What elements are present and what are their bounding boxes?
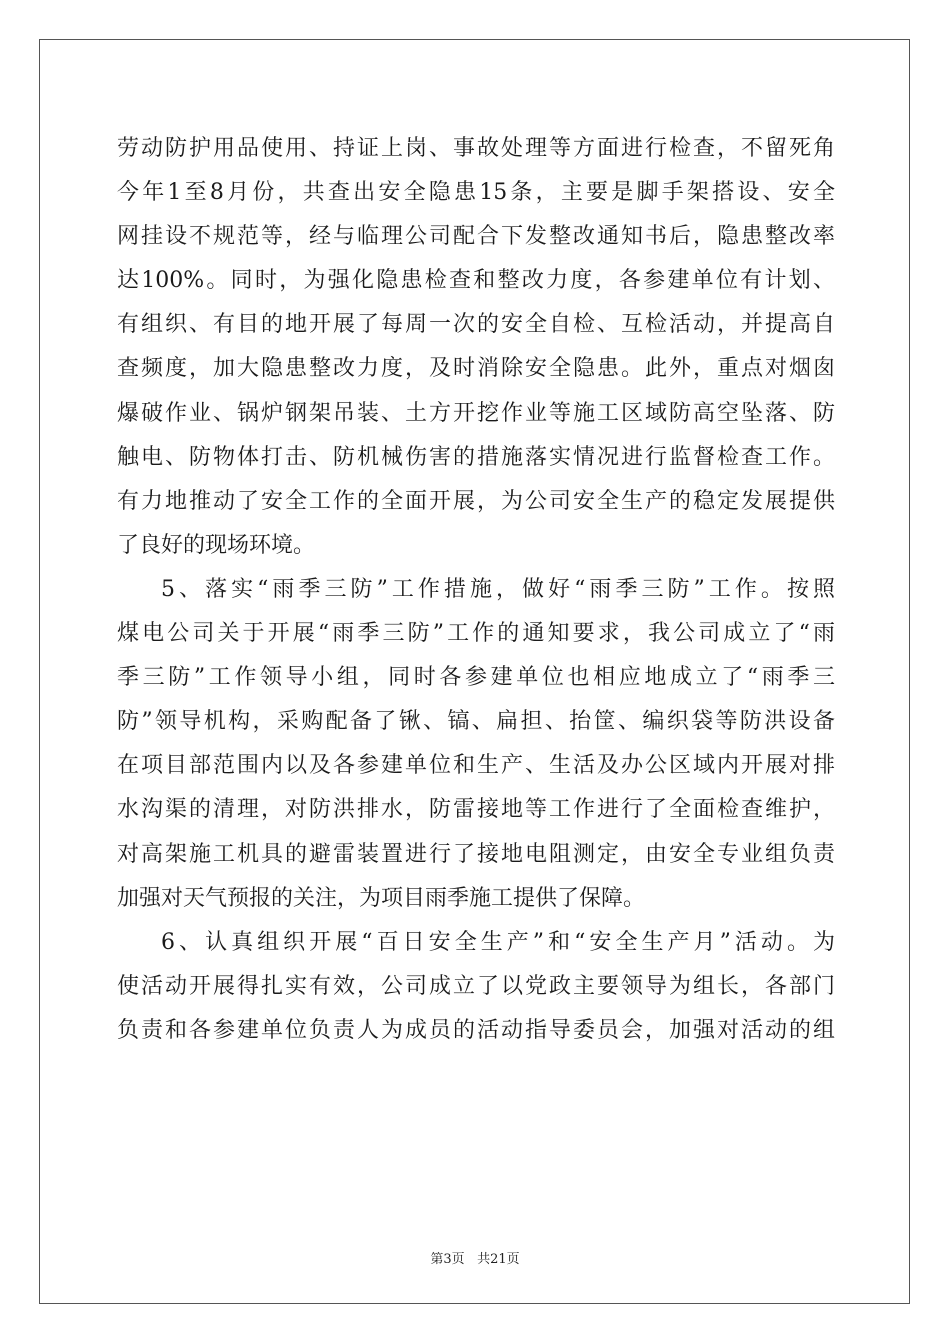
paragraph-5-start: 5、落实“雨季三防”工作措施，做好“雨季三防”工作。按照: [161, 576, 835, 602]
text-line: 季三防”工作领导小组，同时各参建单位也相应地成立了“雨季三: [117, 665, 835, 691]
paragraph-6-start: 6、认真组织开展“百日安全生产”和“安全生产月”活动。为: [161, 929, 835, 955]
text-line: 劳动防护用品使用、持证上岗、事故处理等方面进行检查，不留死角: [117, 136, 835, 161]
text-line: 水沟渠的清理，对防洪排水，防雷接地等工作进行了全面检查维护，: [117, 797, 835, 823]
text-line: 爆破作业、锅炉钢架吊装、土方开挖作业等施工区域防高空坠落、防: [117, 400, 835, 426]
text-line: 触电、防物体打击、防机械伤害的措施落实情况进行监督检查工作。: [117, 444, 835, 470]
page-number: 第3页: [430, 1252, 465, 1267]
text-line: 网挂设不规范等，经与临理公司配合下发整改通知书后，隐患整改率: [117, 224, 835, 250]
page-footer: [0, 1248, 950, 1267]
text-line: 有组织、有目的地开展了每周一次的安全自检、互检活动，并提高自: [117, 312, 835, 338]
page-total: 共21页: [477, 1252, 520, 1267]
text-line: 加强对天气预报的关注，为项目雨季施工提供了保障。: [117, 885, 646, 911]
document-body: [117, 127, 835, 1053]
text-line: 对高架施工机具的避雷装置进行了接地电阻测定，由安全专业组负责: [117, 841, 835, 867]
text-line: 防”领导机构，采购配备了锹、镐、扁担、抬筐、编织袋等防洪设备: [117, 709, 835, 735]
text-line: 了良好的现场环境。: [117, 532, 316, 558]
text-line: 达100%。同时，为强化隐患检查和整改力度，各参建单位有计划、: [117, 268, 835, 294]
text-line: 煤电公司关于开展“雨季三防”工作的通知要求，我公司成立了“雨: [117, 621, 835, 647]
text-line: 有力地推动了安全工作的全面开展，为公司安全生产的稳定发展提供: [117, 488, 835, 514]
text-line: 使活动开展得扎实有效，公司成立了以党政主要领导为组长，各部门: [117, 973, 835, 999]
text-line: 查频度，加大隐患整改力度，及时消除安全隐患。此外，重点对烟囱: [117, 356, 835, 382]
text-line: 负责和各参建单位负责人为成员的活动指导委员会，加强对活动的组: [117, 1017, 835, 1043]
text-line: 在项目部范围内以及各参建单位和生产、生活及办公区域内开展对排: [117, 753, 835, 779]
text-line: 今年1至8月份，共查出安全隐患15条，主要是脚手架搭设、安全: [117, 180, 835, 206]
